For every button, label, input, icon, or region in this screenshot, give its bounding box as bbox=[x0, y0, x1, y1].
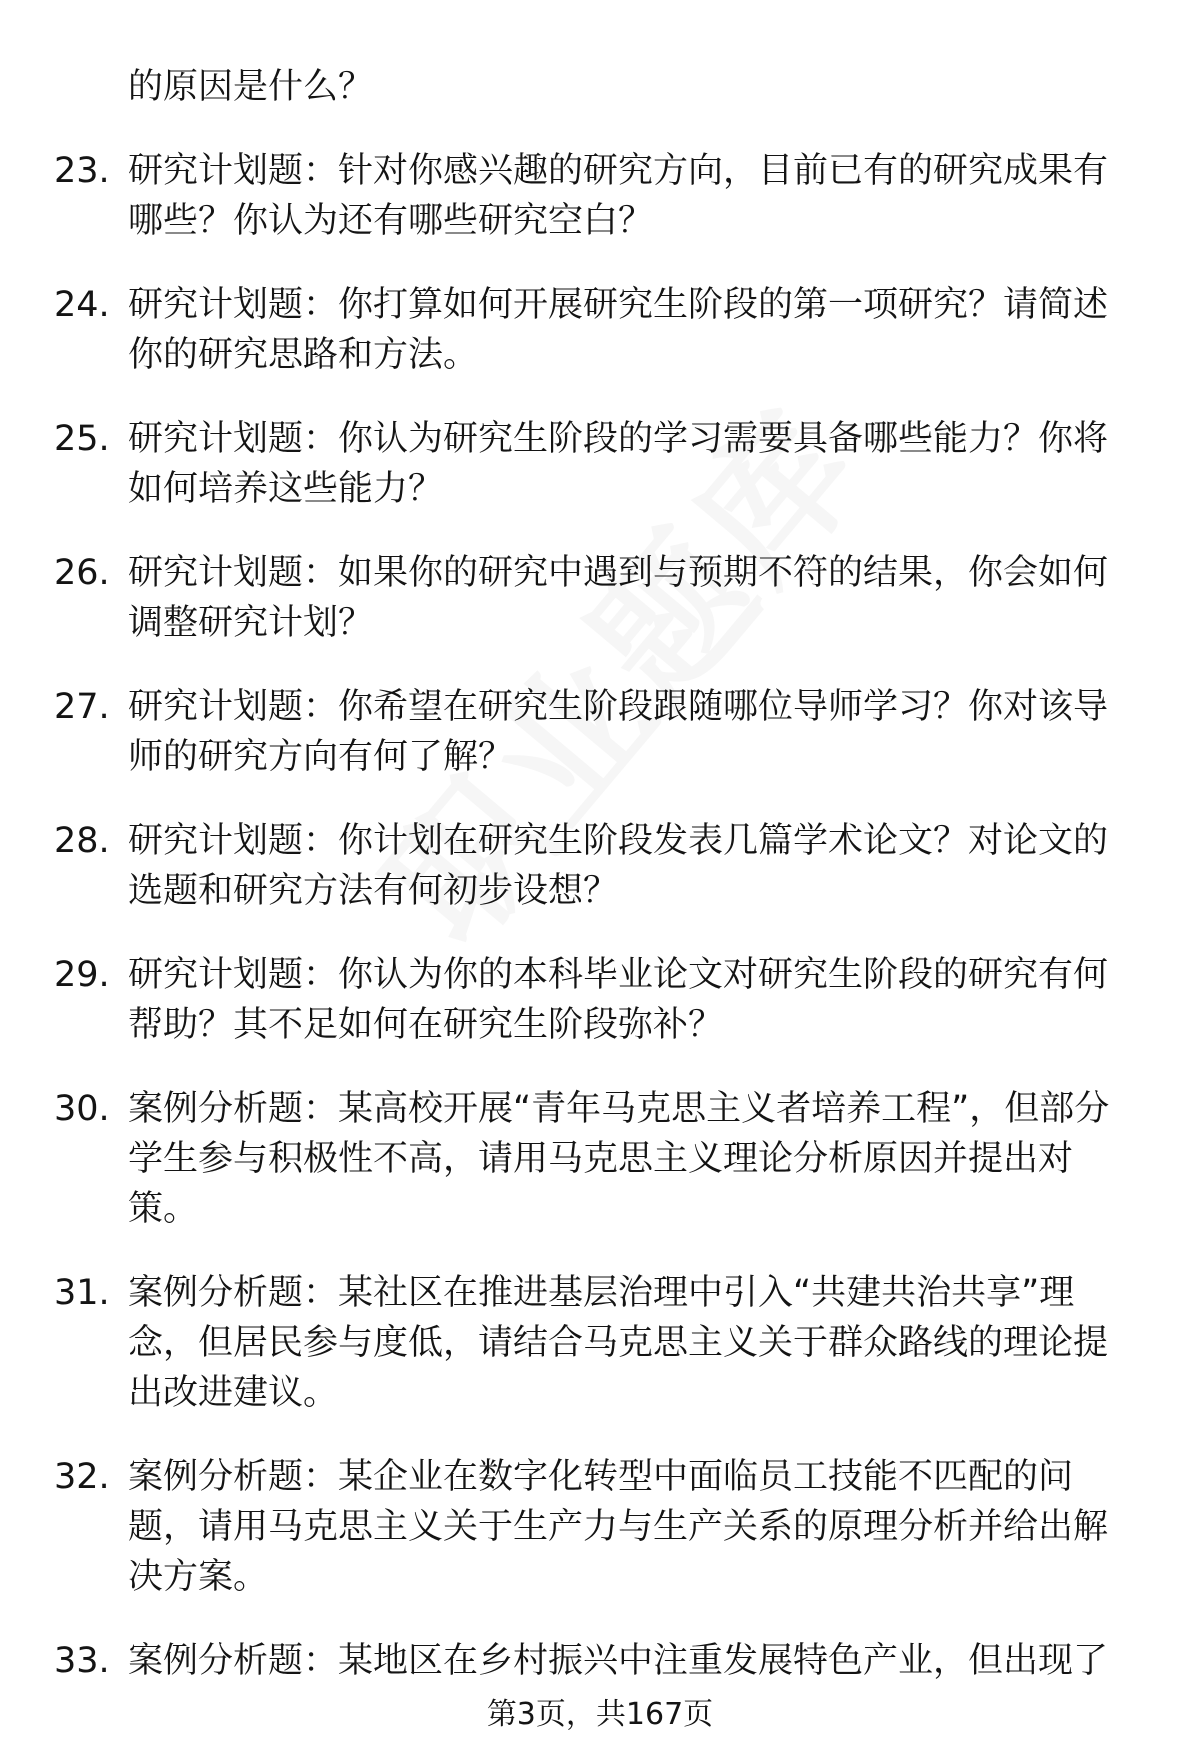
question-text: 研究计划题：如果你的研究中遇到与预期不符的结果，你会如何调整研究计划？ bbox=[128, 553, 1109, 643]
question-number: 29. bbox=[54, 955, 110, 995]
question-number: 26. bbox=[54, 553, 110, 593]
question-item bbox=[0, 280, 1200, 380]
question-item bbox=[0, 414, 1200, 514]
question-item bbox=[0, 1452, 1200, 1602]
question-text: 案例分析题：某地区在乡村振兴中注重发展特色产业，但出现了 bbox=[128, 1641, 1109, 1681]
question-item bbox=[0, 1636, 1200, 1686]
question-text: 研究计划题：你认为研究生阶段的学习需要具备哪些能力？你将如何培养这些能力？ bbox=[128, 419, 1109, 509]
question-item bbox=[0, 1268, 1200, 1418]
question-text: 研究计划题：你打算如何开展研究生阶段的第一项研究？请简述你的研究思路和方法。 bbox=[128, 285, 1109, 375]
question-item bbox=[0, 682, 1200, 782]
question-item bbox=[0, 548, 1200, 648]
question-text: 的原因是什么？ bbox=[128, 67, 374, 107]
question-number: 32. bbox=[54, 1457, 110, 1497]
question-number: 30. bbox=[54, 1089, 110, 1129]
continued-question-text bbox=[0, 62, 1200, 112]
question-text: 研究计划题：针对你感兴趣的研究方向，目前已有的研究成果有哪些？你认为还有哪些研究空白？ bbox=[128, 151, 1109, 241]
question-number: 27. bbox=[54, 687, 110, 727]
question-number: 25. bbox=[54, 419, 110, 459]
question-number: 28. bbox=[54, 821, 110, 861]
question-item bbox=[0, 1084, 1200, 1234]
page-number-footer: 第3页，共167页 bbox=[486, 1697, 714, 1732]
question-item bbox=[0, 816, 1200, 916]
question-text: 研究计划题：你希望在研究生阶段跟随哪位导师学习？你对该导师的研究方向有何了解？ bbox=[128, 687, 1109, 777]
question-text: 案例分析题：某社区在推进基层治理中引入“共建共治共享”理念，但居民参与度低，请结合马克思主义关于群众路线的理论提出改进建议。 bbox=[128, 1273, 1109, 1413]
question-number: 23. bbox=[54, 151, 110, 191]
question-number: 31. bbox=[54, 1273, 110, 1313]
question-item bbox=[0, 146, 1200, 246]
question-text: 研究计划题：你计划在研究生阶段发表几篇学术论文？对论文的选题和研究方法有何初步设想？ bbox=[128, 821, 1109, 911]
question-text: 案例分析题：某企业在数字化转型中面临员工技能不匹配的问题，请用马克思主义关于生产力与生产关系的原理分析并给出解决方案。 bbox=[128, 1457, 1109, 1597]
question-number: 24. bbox=[54, 285, 110, 325]
question-item bbox=[0, 950, 1200, 1050]
question-list bbox=[0, 62, 1200, 1720]
question-text: 研究计划题：你认为你的本科毕业论文对研究生阶段的研究有何帮助？其不足如何在研究生阶段弥补？ bbox=[128, 955, 1109, 1045]
question-number: 33. bbox=[54, 1641, 110, 1681]
question-text: 案例分析题：某高校开展“青年马克思主义者培养工程”，但部分学生参与积极性不高，请用马克思主义理论分析原因并提出对策。 bbox=[128, 1089, 1110, 1229]
